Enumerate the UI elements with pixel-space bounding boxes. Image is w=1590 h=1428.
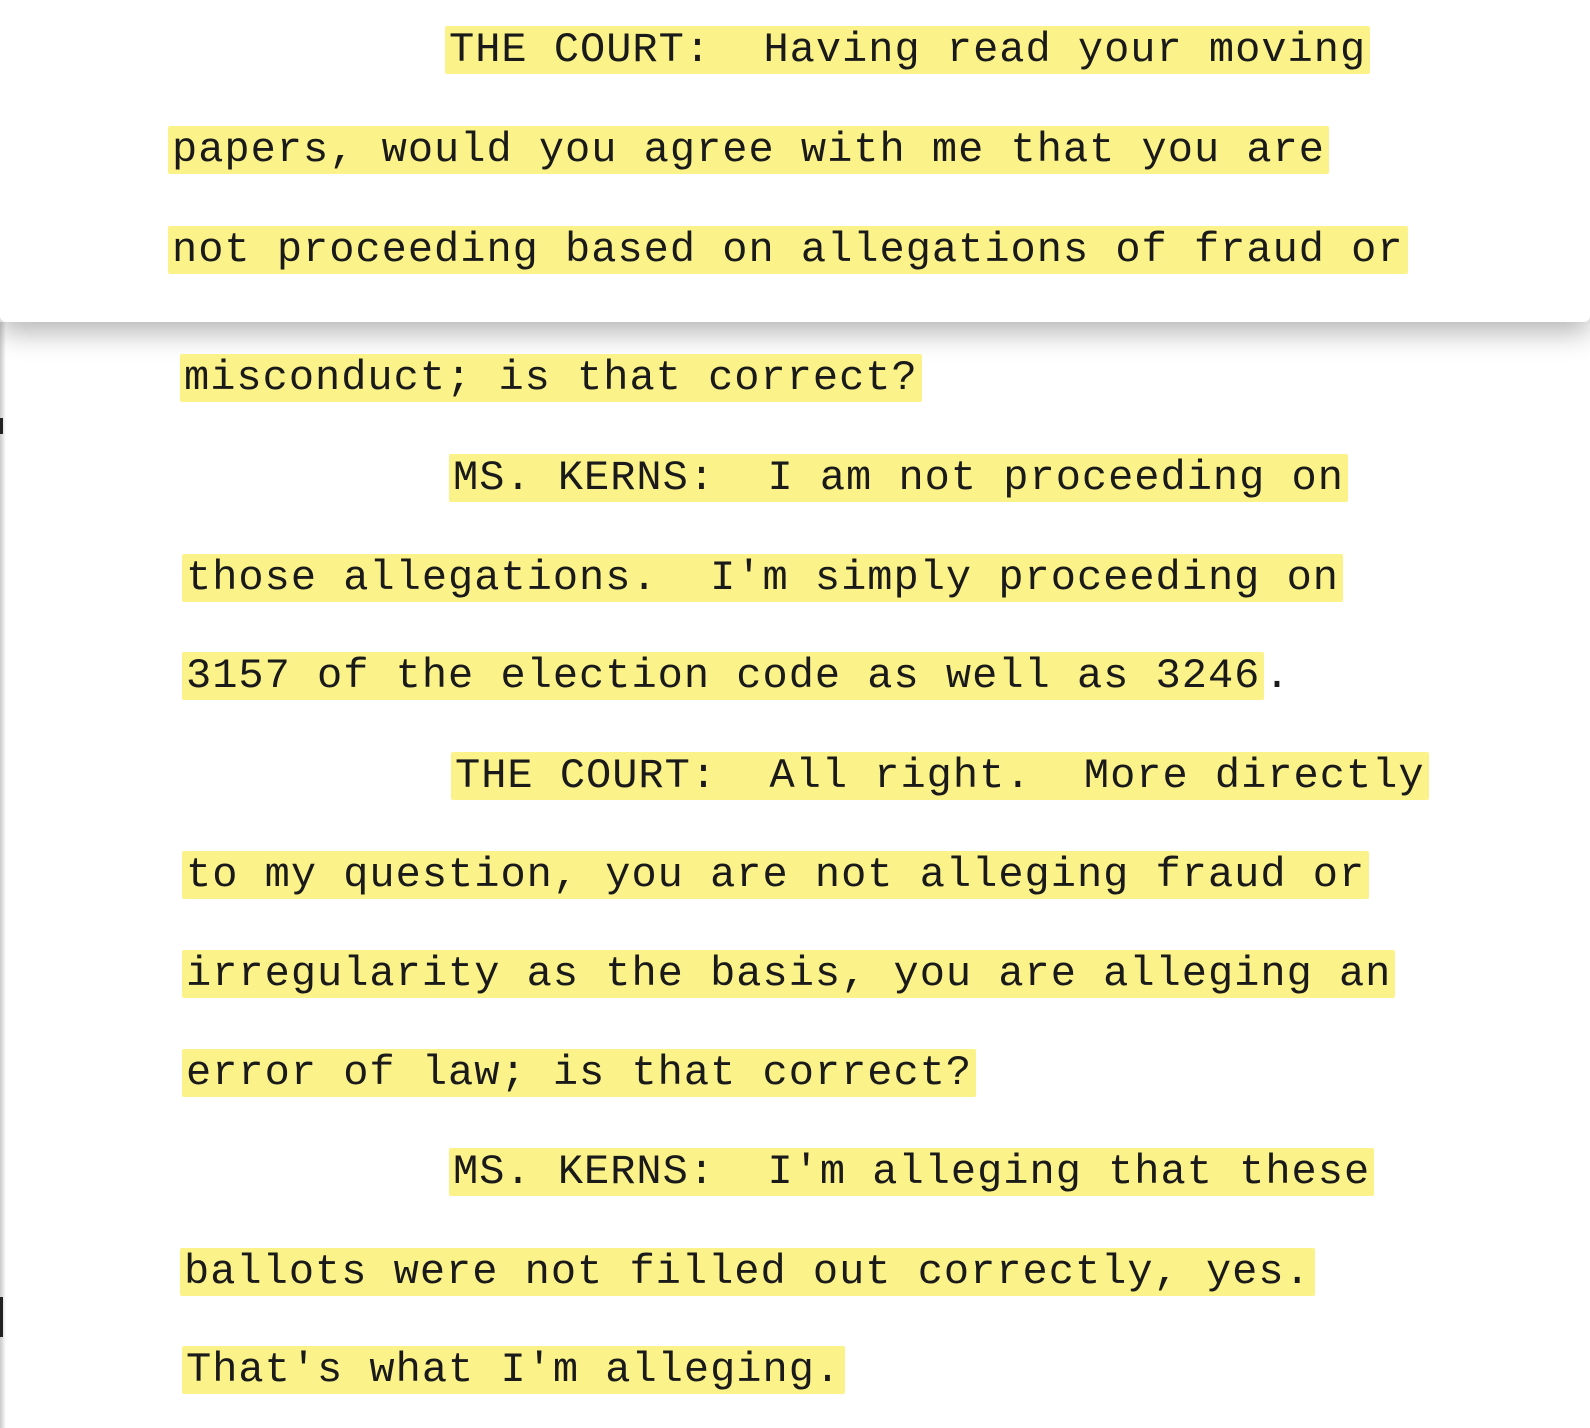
transcript-line <box>182 1345 845 1395</box>
highlighted-text: THE COURT: All right. More directly <box>451 752 1429 800</box>
transcript-line <box>445 25 1370 75</box>
transcript-line <box>182 850 1369 900</box>
transcript-line <box>449 453 1348 503</box>
page-edge-mark <box>0 1297 3 1337</box>
page-edge-mark <box>0 418 3 434</box>
highlighted-text: those allegations. I'm simply proceeding on <box>182 554 1343 602</box>
highlighted-text: That's what I'm alleging. <box>182 1346 845 1394</box>
transcript-line <box>182 651 1291 701</box>
transcript-line <box>182 553 1343 603</box>
highlighted-text: not proceeding based on allegations of fraud or <box>168 226 1408 274</box>
transcript-line <box>182 949 1395 999</box>
highlighted-text: MS. KERNS: I'm alleging that these <box>449 1148 1374 1196</box>
unhighlighted-text: . <box>1264 652 1291 700</box>
highlighted-text: THE COURT: Having read your moving <box>445 26 1370 74</box>
highlighted-text: papers, would you agree with me that you are <box>168 126 1329 174</box>
transcript-line <box>180 1247 1315 1297</box>
transcript-line <box>451 751 1429 801</box>
highlighted-text: ballots were not filled out correctly, yes. <box>180 1248 1315 1296</box>
page-left-edge <box>0 322 6 1428</box>
transcript-line <box>182 1048 976 1098</box>
highlighted-text: misconduct; is that correct? <box>180 354 922 402</box>
highlighted-text: error of law; is that correct? <box>182 1049 976 1097</box>
highlighted-text: irregularity as the basis, you are alleging an <box>182 950 1395 998</box>
transcript-line <box>180 353 922 403</box>
highlighted-text: to my question, you are not alleging fraud or <box>182 851 1369 899</box>
transcript-line <box>449 1147 1374 1197</box>
highlighted-text: 3157 of the election code as well as 3246 <box>182 652 1264 700</box>
transcript-line <box>168 125 1329 175</box>
highlighted-text: MS. KERNS: I am not proceeding on <box>449 454 1348 502</box>
transcript-line <box>168 225 1408 275</box>
